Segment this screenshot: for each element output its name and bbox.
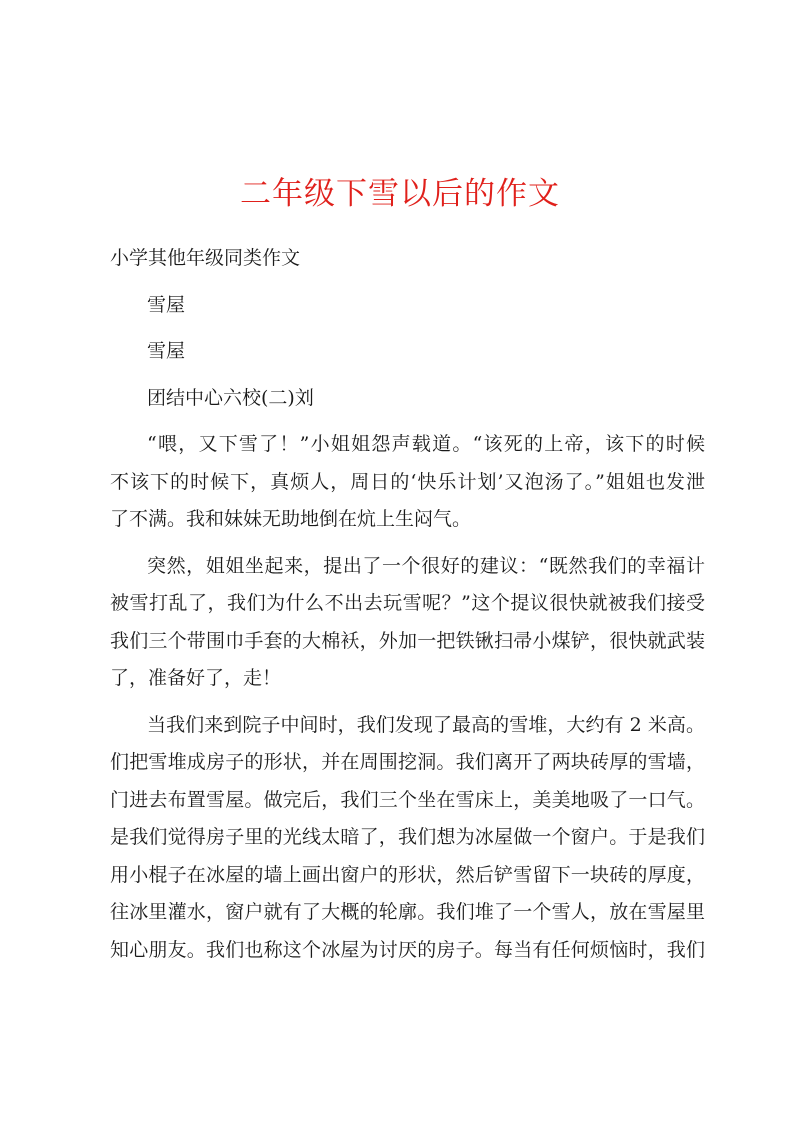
paragraph-line: 用小棍子在冰屋的墙上画出窗户的形状，然后铲雪留下一块砖的厚度， (110, 863, 705, 886)
paragraph-line: 往冰里灌水，窗户就有了大概的轮廓。我们堆了一个雪人，放在雪屋里 (110, 901, 705, 923)
paragraph-line: 门进去布置雪屋。做完后，我们三个坐在雪床上，美美地吸了一口气。 (110, 788, 705, 811)
paragraph-1 (110, 426, 705, 539)
paragraph-line: 我们三个带围巾手套的大棉袄，外加一把铁锹扫帚小煤铲，很快就武装 (110, 629, 705, 652)
paragraph-3 (110, 707, 705, 970)
paragraph-2 (110, 548, 705, 698)
author-line: 团结中心六校(二)刘 (147, 386, 314, 409)
heading-2: 雪屋 (147, 340, 186, 362)
document-title: 二年级下雪以后的作文 (240, 176, 560, 212)
paragraph-line: 是我们觉得房子里的光线太暗了，我们想为冰屋做一个窗户。于是我们 (110, 826, 705, 848)
paragraph-line: 们把雪堆成房子的形状，并在周围挖洞。我们离开了两块砖厚的雪墙， (110, 751, 705, 773)
document-body (110, 240, 705, 969)
paragraph-line: 了不满。我和妹妹无助地倒在炕上生闷气。 (110, 508, 472, 530)
heading-1: 雪屋 (147, 293, 186, 316)
paragraph-line: “喂，又下雪了！”小姐姐怨声载道。“该死的上帝，该下的时候 (147, 433, 705, 455)
paragraph-line: 突然，姐姐坐起来，提出了一个很好的建议：“既然我们的幸福计 (147, 554, 705, 577)
paragraph-line: 知心朋友。我们也称这个冰屋为讨厌的房子。每当有任何烦恼时，我们 (110, 938, 705, 961)
paragraph-line: 当我们来到院子中间时，我们发现了最高的雪堆，大约有 2 米高。 (147, 713, 705, 736)
paragraph-line: 被雪打乱了，我们为什么不出去玩雪呢？”这个提议很快就被我们接受 (110, 592, 705, 614)
paragraph-line: 不该下的时候下，真烦人，周日的‘快乐计划’又泡汤了。”姐姐也发泄 (110, 470, 705, 493)
paragraph-line: 了，准备好了，走！ (110, 667, 282, 689)
category-line: 小学其他年级同类作文 (110, 247, 301, 269)
